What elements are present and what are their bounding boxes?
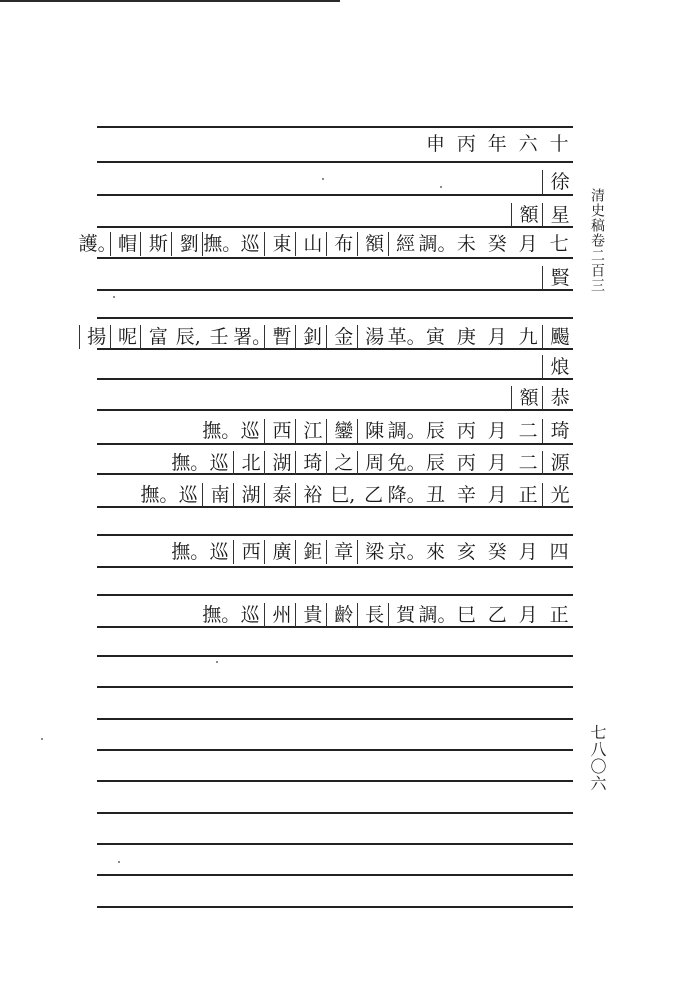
- ruled-line: [97, 534, 573, 536]
- table-cell: 申: [425, 133, 445, 155]
- ruled-line: [97, 843, 573, 845]
- table-cell: 巡: [209, 452, 229, 474]
- table-cell: 撫。: [203, 233, 242, 255]
- table-row: [87, 325, 573, 349]
- table-cell: 劉: [171, 232, 206, 256]
- ruled-line: [97, 812, 573, 814]
- ruled-line: [97, 686, 573, 688]
- ruled-line: [97, 718, 573, 720]
- scan-speck: [440, 186, 442, 188]
- scan-speck: [113, 296, 115, 298]
- table-cell: 京。: [387, 541, 426, 563]
- table-cell: 颺: [542, 325, 577, 349]
- ruled-line: [97, 594, 573, 596]
- table-cell: 乙: [364, 484, 384, 506]
- ruled-line: [97, 194, 573, 196]
- table-cell: 丑: [425, 484, 445, 506]
- ruled-line: [97, 566, 573, 568]
- table-cell: 撫。: [202, 420, 241, 442]
- table-cell: 辰,: [175, 326, 201, 348]
- table-cell: 撫。: [171, 541, 210, 563]
- table-cell: 二: [518, 420, 538, 442]
- table-cell: 月: [518, 233, 538, 255]
- table-cell: 湖: [264, 451, 299, 475]
- table-cell: 琦: [542, 419, 577, 443]
- table-cell: 護。: [78, 233, 117, 255]
- table-row: [78, 232, 573, 256]
- table-cell: 揚: [79, 325, 114, 349]
- table-cell: 來: [425, 541, 445, 563]
- table-cell: 西: [233, 540, 268, 564]
- scan-speck: [216, 661, 218, 663]
- table-cell: 南: [202, 483, 237, 507]
- table-cell: 額: [511, 203, 546, 227]
- ruled-line: [97, 655, 573, 657]
- table-cell: 丙: [456, 133, 476, 155]
- table-cell: 暫: [264, 325, 299, 349]
- table-cell: 金: [326, 325, 361, 349]
- table-cell: 鉅: [295, 540, 330, 564]
- table-cell: 帽: [110, 232, 145, 256]
- ruled-line: [97, 874, 573, 876]
- table-cell: 西: [264, 419, 299, 443]
- table-cell: 巡: [240, 420, 260, 442]
- table-cell: 庚: [456, 326, 476, 348]
- table-cell: 辰: [425, 452, 445, 474]
- table-cell: 正: [549, 604, 569, 626]
- table-cell: 州: [264, 603, 299, 627]
- table-cell: 調。: [418, 604, 457, 626]
- ruled-line: [97, 161, 573, 163]
- table-cell: 賢: [542, 266, 577, 290]
- table-cell: 星: [542, 203, 577, 227]
- table-cell: 富: [140, 325, 175, 349]
- table-cell: 江: [295, 419, 330, 443]
- table-cell: 辛: [456, 484, 476, 506]
- table-cell: 經: [388, 232, 423, 256]
- scan-speck: [118, 861, 120, 863]
- table-cell: 撫。: [171, 452, 210, 474]
- table-cell: 布: [326, 232, 361, 256]
- table-cell: 呢: [110, 325, 145, 349]
- ruled-line: [97, 126, 573, 128]
- table-cell: 釗: [295, 325, 330, 349]
- table-cell: 額: [357, 232, 392, 256]
- table-cell: 免。: [387, 452, 426, 474]
- ruled-line: [97, 317, 573, 319]
- ruled-line: [97, 780, 573, 782]
- table-cell: 六: [518, 133, 538, 155]
- page-number: 七八〇六: [588, 724, 607, 792]
- table-cell: 周: [357, 451, 392, 475]
- table-cell: 撫。: [140, 484, 179, 506]
- table-cell: 恭: [542, 386, 577, 410]
- table-cell: 廣: [264, 540, 299, 564]
- table-cell: 齡: [326, 603, 361, 627]
- table-cell: 鑾: [326, 419, 361, 443]
- table-cell: 湖: [233, 483, 268, 507]
- table-cell: 泰: [264, 483, 299, 507]
- table-cell: 月: [518, 604, 538, 626]
- table-cell: 正: [518, 484, 538, 506]
- table-row: [97, 355, 573, 379]
- table-cell: 月: [487, 452, 507, 474]
- table-row: [97, 170, 573, 194]
- table-cell: 光: [542, 483, 577, 507]
- table-cell: 梁: [357, 540, 392, 564]
- table-cell: 巡: [209, 541, 229, 563]
- table-cell: 山: [295, 232, 330, 256]
- table-cell: 北: [233, 451, 268, 475]
- ruled-line: [97, 906, 573, 908]
- table-row: [97, 603, 573, 627]
- running-header: 清史稿卷二百三: [589, 188, 605, 293]
- table-cell: 之: [326, 451, 361, 475]
- table-cell: 月: [487, 420, 507, 442]
- table-cell: 徐: [542, 170, 577, 194]
- table-row: [97, 451, 573, 475]
- table-cell: 巡: [240, 604, 260, 626]
- table-cell: 章: [326, 540, 361, 564]
- table-cell: 十: [549, 133, 569, 155]
- ruled-line: [97, 749, 573, 751]
- table-cell: 撫。: [202, 604, 241, 626]
- table-cell: 乙: [487, 604, 507, 626]
- table-cell: 調。: [387, 420, 426, 442]
- table-cell: 湯: [357, 325, 392, 349]
- table-cell: 月: [518, 541, 538, 563]
- table-row: [97, 132, 573, 156]
- table-cell: 調。: [418, 233, 457, 255]
- table-cell: 巡: [240, 233, 260, 255]
- table-cell: 署。: [233, 326, 272, 348]
- table-cell: 七: [549, 233, 569, 255]
- table-cell: 降。: [387, 484, 426, 506]
- table-cell: 巳,: [330, 484, 356, 506]
- table-row: [97, 203, 573, 227]
- table-cell: 東: [264, 232, 299, 256]
- table-cell: 巳: [456, 604, 476, 626]
- table-cell: 裕: [295, 483, 330, 507]
- table-cell: 烺: [542, 355, 577, 379]
- table-cell: 額: [511, 386, 546, 410]
- ruled-line: [97, 443, 573, 445]
- table-cell: 寅: [425, 326, 445, 348]
- top-edge-rule: [0, 0, 340, 2]
- table-cell: 賀: [388, 603, 423, 627]
- table-cell: 辰: [425, 420, 445, 442]
- scan-speck: [41, 738, 43, 740]
- ruled-line: [97, 257, 573, 259]
- table-cell: 二: [518, 452, 538, 474]
- table-cell: 亥: [456, 541, 476, 563]
- table-cell: 斯: [140, 232, 175, 256]
- table-row: [97, 386, 573, 410]
- table-cell: 長: [357, 603, 392, 627]
- table-row: [97, 266, 573, 290]
- table-cell: 四: [549, 541, 569, 563]
- scan-speck: [322, 178, 324, 180]
- table-cell: 未: [456, 233, 476, 255]
- table-row: [97, 419, 573, 443]
- table-cell: 丙: [456, 452, 476, 474]
- table-cell: 癸: [487, 233, 507, 255]
- table-cell: 源: [542, 451, 577, 475]
- table-row: [97, 540, 573, 564]
- table-cell: 丙: [456, 420, 476, 442]
- table-cell: 年: [487, 133, 507, 155]
- table-cell: 琦: [295, 451, 330, 475]
- table-cell: 九: [518, 326, 538, 348]
- table-cell: 巡: [178, 484, 198, 506]
- table-cell: 陳: [357, 419, 392, 443]
- table-cell: 革。: [387, 326, 426, 348]
- table-row: [97, 483, 573, 507]
- table-cell: 壬: [209, 326, 229, 348]
- table-cell: 月: [487, 484, 507, 506]
- table-cell: 癸: [487, 541, 507, 563]
- table-cell: 貴: [295, 603, 330, 627]
- table-cell: 月: [487, 326, 507, 348]
